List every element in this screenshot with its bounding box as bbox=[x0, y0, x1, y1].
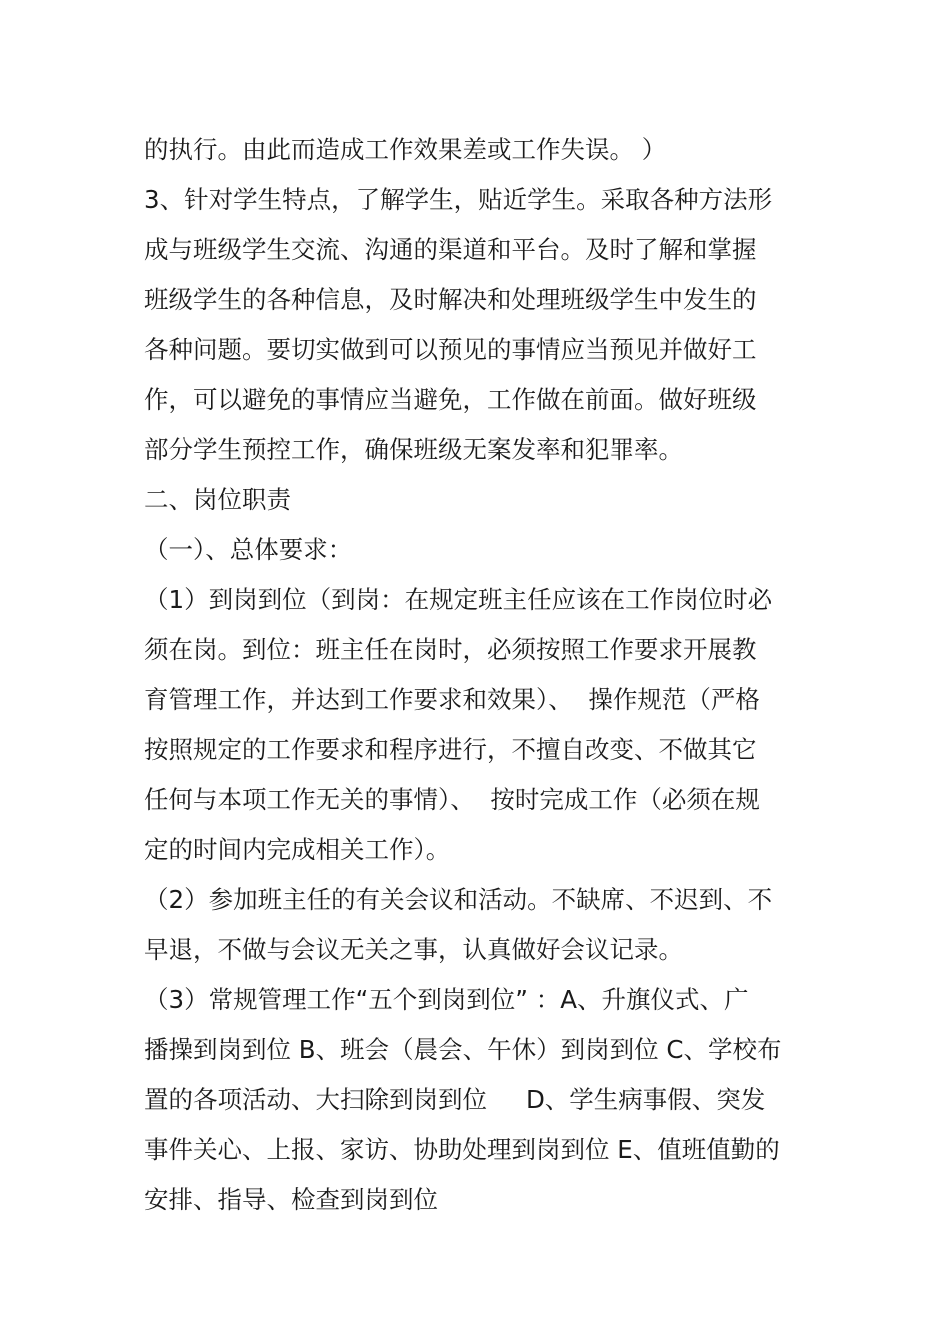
text-line: 播操到岗到位 B、班会（晨会、午休）到岗到位 C、学校布 bbox=[144, 1035, 782, 1064]
text-line: 部分学生预控工作，确保班级无案发率和犯罪率。 bbox=[144, 435, 683, 464]
text-line: 按照规定的工作要求和程序进行，不擅自改变、不做其它 bbox=[144, 735, 757, 764]
text-line: 作，可以避免的事情应当避免，工作做在前面。做好班级 bbox=[144, 385, 757, 414]
text-line: （2）参加班主任的有关会议和活动。不缺席、不迟到、不 bbox=[144, 885, 773, 914]
text-line: 须在岗。到位：班主任在岗时，必须按照工作要求开展教 bbox=[144, 635, 757, 664]
text-line: 定的时间内完成相关工作）。 bbox=[144, 835, 451, 864]
text-line: 育管理工作，并达到工作要求和效果）、 操作规范（严格 bbox=[144, 685, 760, 714]
text-line: 置的各项活动、大扫除到岗到位 D、学生病事假、突发 bbox=[144, 1085, 766, 1114]
text-line: 早退，不做与会议无关之事，认真做好会议记录。 bbox=[144, 935, 683, 964]
subsection-heading: （一）、总体要求： bbox=[144, 535, 353, 564]
text-line: 班级学生的各种信息，及时解决和处理班级学生中发生的 bbox=[144, 285, 757, 314]
text-line: 成与班级学生交流、沟通的渠道和平台。及时了解和掌握 bbox=[144, 235, 757, 264]
text-line: 安排、指导、检查到岗到位 bbox=[144, 1185, 438, 1214]
text-line: 事件关心、上报、家访、协助处理到岗到位 E、值班值勤的 bbox=[144, 1135, 780, 1164]
text-line: 任何与本项工作无关的事情）、 按时完成工作（必须在规 bbox=[144, 785, 760, 814]
text-line: 的执行。由此而造成工作效果差或工作失误。 ） bbox=[144, 135, 667, 164]
text-line: （3）常规管理工作“五个到岗到位” ：A、升旗仪式、广 bbox=[144, 985, 749, 1014]
text-line: （1）到岗到位（到岗：在规定班主任应该在工作岗位时必 bbox=[144, 585, 773, 614]
text-line: 3、针对学生特点，了解学生，贴近学生。采取各种方法形 bbox=[144, 185, 773, 214]
section-heading: 二、岗位职责 bbox=[144, 485, 291, 514]
text-line: 各种问题。要切实做到可以预见的事情应当预见并做好工 bbox=[144, 335, 757, 364]
